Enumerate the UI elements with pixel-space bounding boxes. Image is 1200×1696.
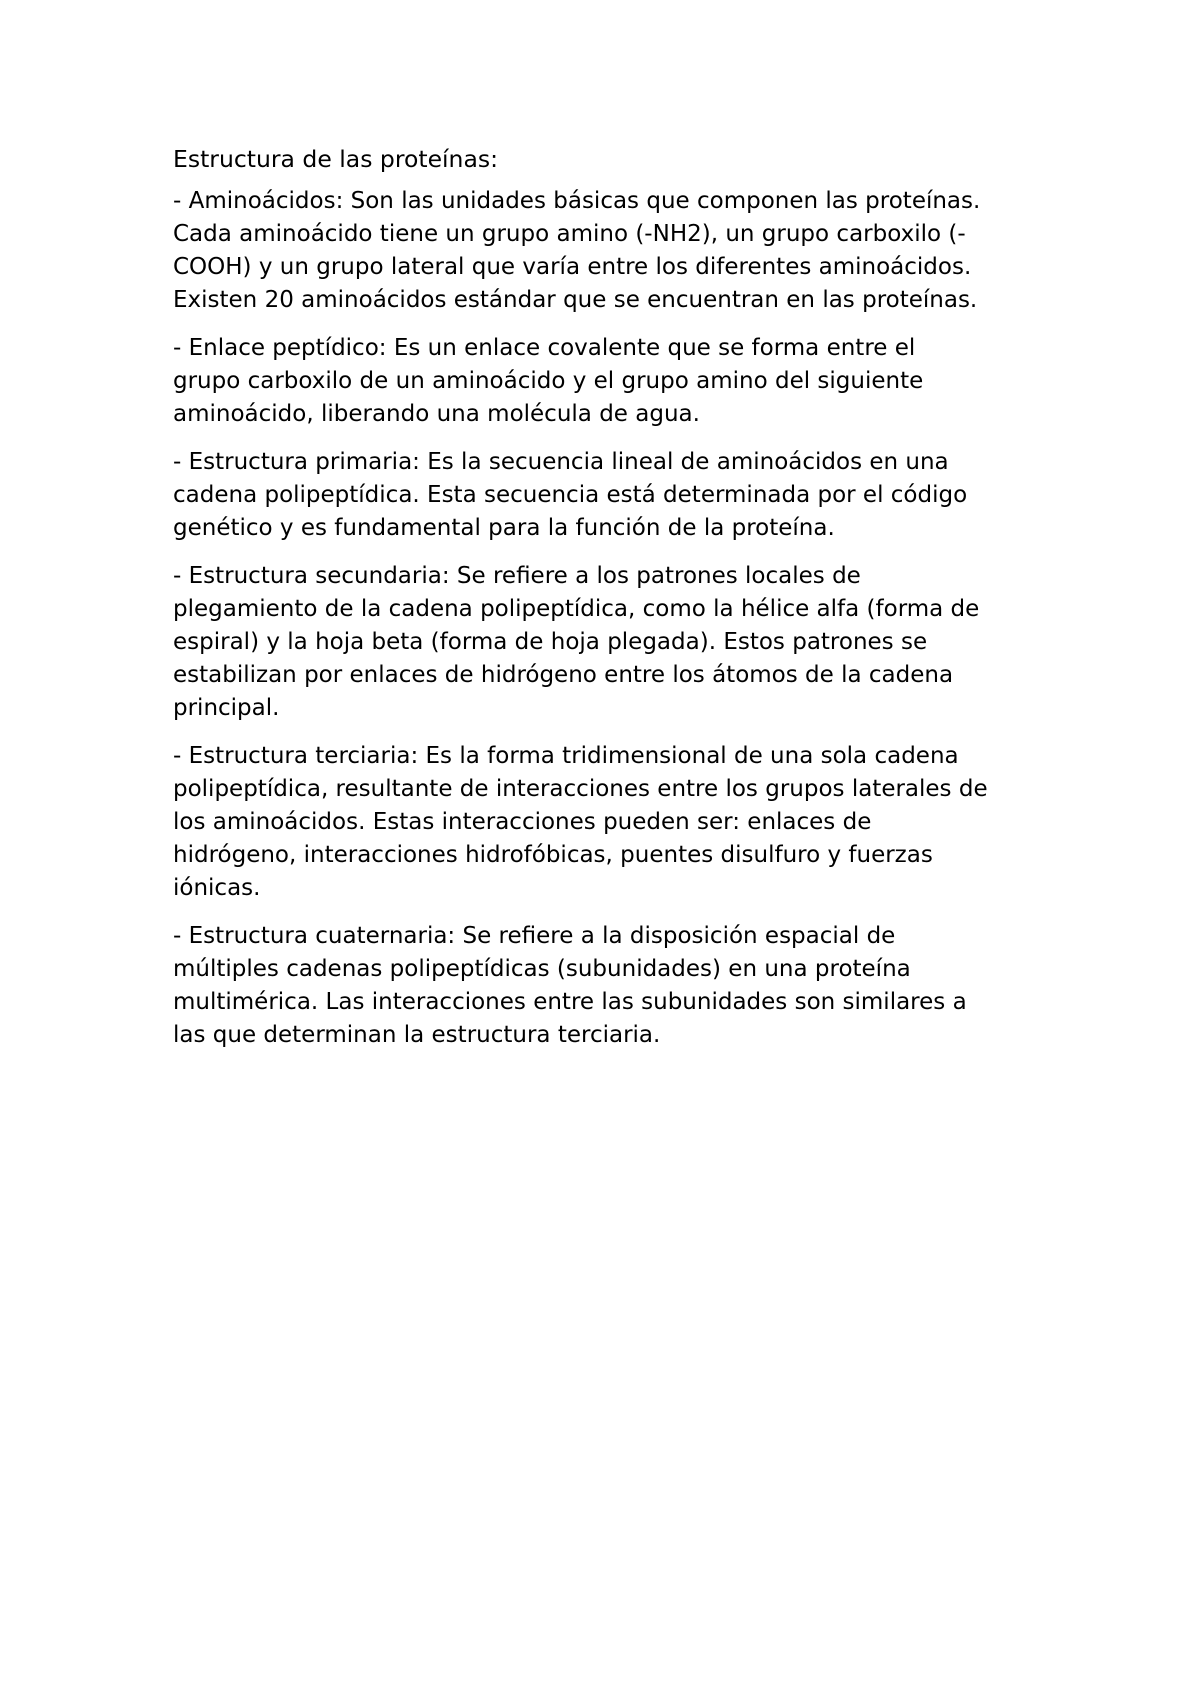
text-line: polipeptídica, resultante de interacciones entre los grupos laterales de	[173, 776, 988, 802]
text-line: Existen 20 aminoácidos estándar que se encuentran en las proteínas.	[173, 287, 978, 313]
text-line: las que determinan la estructura terciaria.	[173, 1022, 661, 1048]
text-line: multimérica. Las interacciones entre las subunidades son similares a	[173, 989, 967, 1015]
text-line: - Estructura secundaria: Se refiere a los patrones locales de	[173, 563, 861, 589]
paragraph-estructura-cuaternaria	[173, 920, 1053, 1052]
text-line: iónicas.	[173, 875, 261, 901]
paragraph-estructura-primaria	[173, 446, 1053, 545]
text-line: - Enlace peptídico: Es un enlace covalente que se forma entre el	[173, 335, 916, 361]
text-line: Cada aminoácido tiene un grupo amino (-NH2), un grupo carboxilo (-	[173, 221, 966, 247]
text-line: - Estructura primaria: Es la secuencia lineal de aminoácidos en una	[173, 449, 949, 475]
text-line: múltiples cadenas polipeptídicas (subunidades) en una proteína	[173, 956, 911, 982]
text-line: plegamiento de la cadena polipeptídica, como la hélice alfa (forma de	[173, 596, 980, 622]
paragraph-estructura-terciaria	[173, 740, 1053, 905]
text-line: COOH) y un grupo lateral que varía entre los diferentes aminoácidos.	[173, 254, 972, 280]
text-line: grupo carboxilo de un aminoácido y el grupo amino del siguiente	[173, 368, 924, 394]
text-line: - Estructura cuaternaria: Se refiere a la disposición espacial de	[173, 923, 896, 949]
paragraph-aminoacidos	[173, 185, 1053, 317]
document-body	[173, 143, 1053, 1067]
text-line: - Estructura terciaria: Es la forma tridimensional de una sola cadena	[173, 743, 959, 769]
paragraph-estructura-secundaria	[173, 560, 1053, 725]
text-line: principal.	[173, 695, 280, 721]
text-line: estabilizan por enlaces de hidrógeno entre los átomos de la cadena	[173, 662, 954, 688]
text-line: hidrógeno, interacciones hidrofóbicas, puentes disulfuro y fuerzas	[173, 842, 933, 868]
text-line: - Aminoácidos: Son las unidades básicas que componen las proteínas.	[173, 188, 981, 214]
text-line: cadena polipeptídica. Esta secuencia está determinada por el código	[173, 482, 968, 508]
text-line: los aminoácidos. Estas interacciones pueden ser: enlaces de	[173, 809, 872, 835]
document-title: Estructura de las proteínas:	[173, 145, 499, 173]
text-line: aminoácido, liberando una molécula de agua.	[173, 401, 700, 427]
text-line: genético y es fundamental para la función de la proteína.	[173, 515, 835, 541]
text-line: espiral) y la hoja beta (forma de hoja plegada). Estos patrones se	[173, 629, 928, 655]
paragraph-enlace-peptidico	[173, 332, 1053, 431]
